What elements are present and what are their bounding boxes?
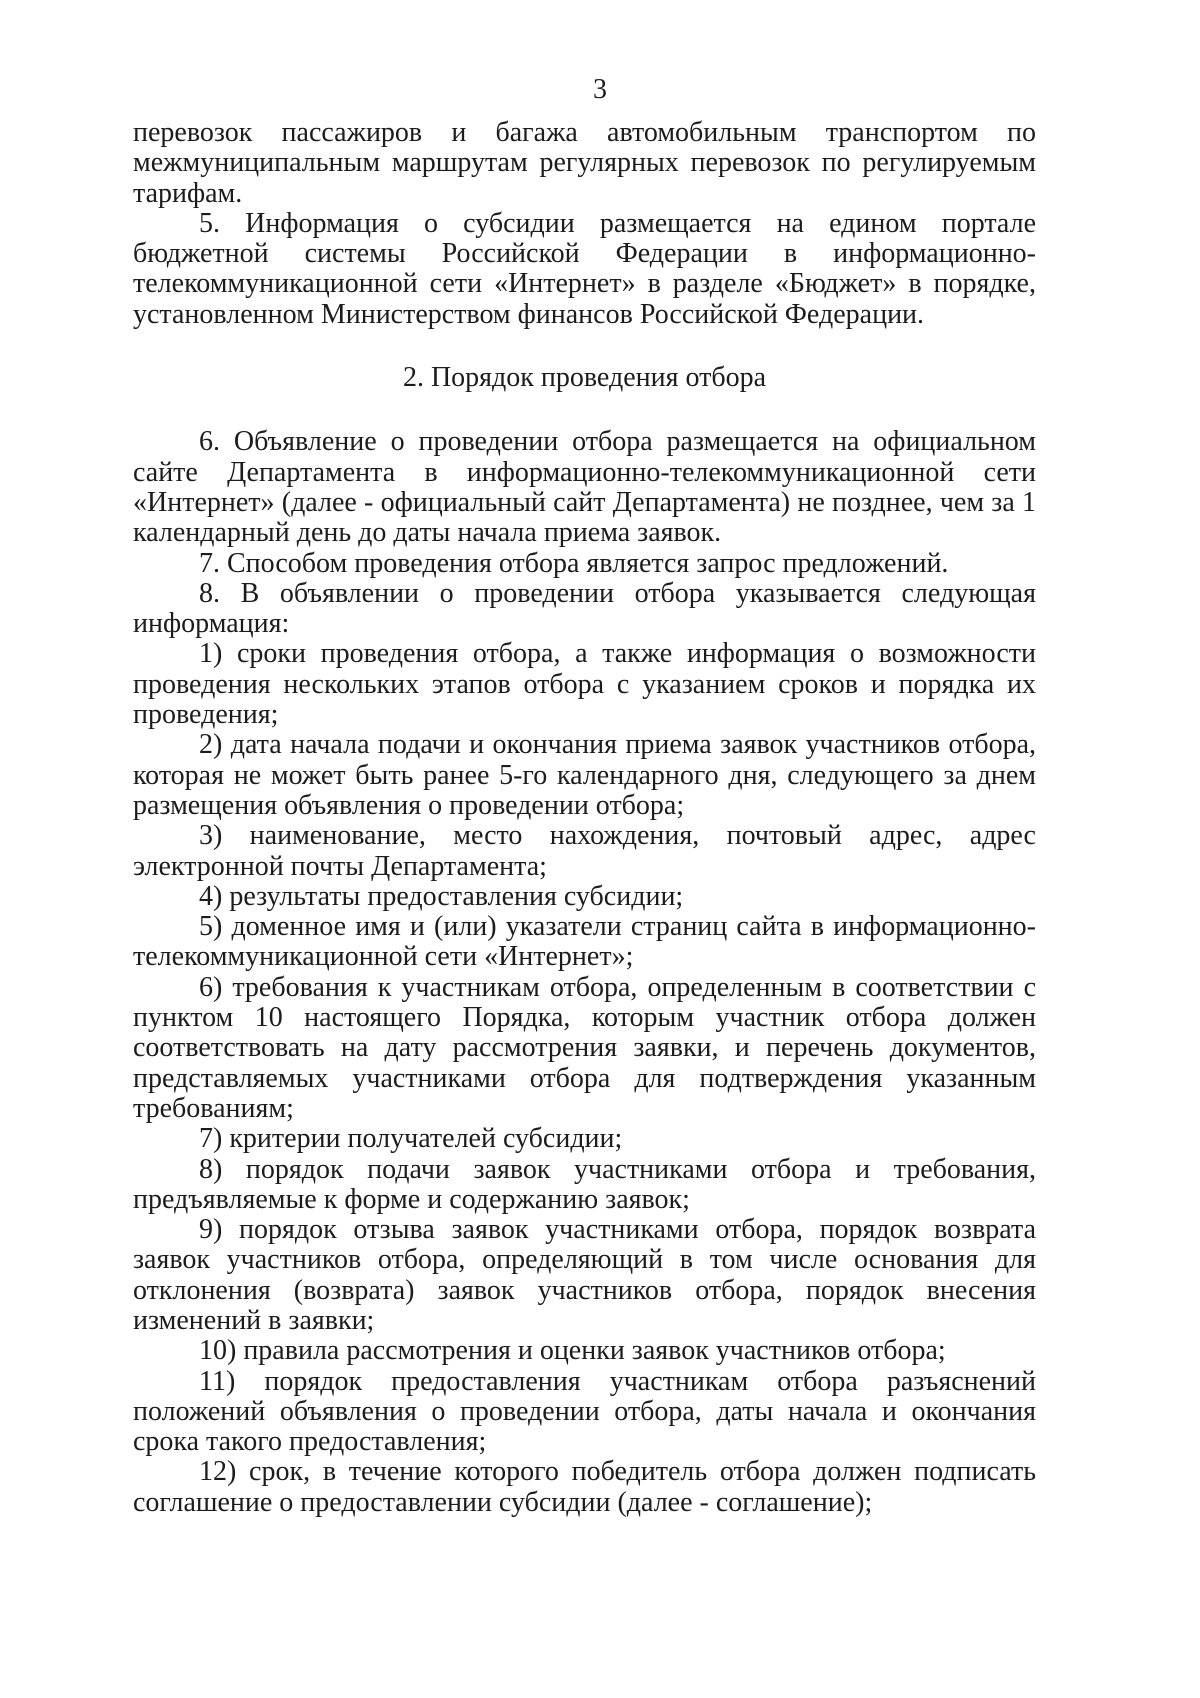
paragraph-item-7: 7. Способом проведения отбора является запрос предложений. [199,547,949,579]
paragraph-item-8: 8. В объявлении о проведении отбора указывается следующая информация: [133,577,1036,640]
document-body [133,118,1036,1518]
paragraph-item-6: 6. Объявление о проведении отбора размещается на официальном сайте Департамента в информационно-телекоммуникационной сети «Интернет» (далее - официальный сайт Департамента) не позднее, чем за 1 календарный день до даты начала приема заявок. [133,426,1036,549]
list-item-1: 1) сроки проведения отбора, а также информация о возможности проведения нескольких этапов отбора с указанием сроков и порядка их проведения; [133,638,1036,731]
paragraph-item-5: 5. Информация о субсидии размещается на едином портале бюджетной системы Российской Федерации в информационно-телекоммуникационной сети «Интернет» в разделе «Бюджет» в порядке, установленном Министерством финансов Российской Федерации. [133,207,1036,330]
list-item-2: 2) дата начала подачи и окончания приема заявок участников отбора, которая не может быть ранее 5-го календарного дня, следующего за днем размещения объявления о проведении отбора; [133,729,1036,821]
list-item-8: 8) порядок подачи заявок участниками отбора и требования, предъявляемые к форме и содержанию заявок; [133,1153,1036,1215]
list-item-11: 11) порядок предоставления участникам отбора разъяснений положений объявления о проведении отбора, даты начала и окончания срока такого предоставления; [133,1365,1036,1458]
list-item-7: 7) критерии получателей субсидии; [199,1123,623,1155]
list-item-3: 3) наименование, место нахождения, почтовый адрес, адрес электронной почты Департамента; [133,820,1036,882]
list-item-6: 6) требования к участникам отбора, определенным в соответствии с пунктом 10 настоящего Порядка, которым участник отбора должен соответствовать на дату рассмотрения заявки, и перечень документов, представляемых участниками отбора для подтверждения указанным требованиям; [133,971,1036,1124]
list-item-4: 4) результаты предоставления субсидии; [199,880,684,912]
section-heading: 2. Порядок проведения отбора [402,362,767,394]
list-item-10: 10) правила рассмотрения и оценки заявок участников отбора; [199,1335,946,1367]
page-number: 3 [593,74,607,105]
list-item-12: 12) срок, в течение которого победитель отбора должен подписать соглашение о предоставлении субсидии (далее - соглашение); [133,1456,1036,1518]
list-item-5: 5) доменное имя и (или) указатели страниц сайта в информационно-телекоммуникационной сети «Интернет»; [133,911,1036,973]
paragraph-continuation: перевозок пассажиров и багажа автомобильным транспортом по межмуниципальным маршрутам регулярных перевозок по регулируемым тарифам. [133,117,1036,209]
list-item-9: 9) порядок отзыва заявок участниками отбора, порядок возврата заявок участников отбора, определяющий в том числе основания для отклонения (возврата) заявок участников отбора, порядок внесения изменений в заявки; [133,1214,1036,1336]
